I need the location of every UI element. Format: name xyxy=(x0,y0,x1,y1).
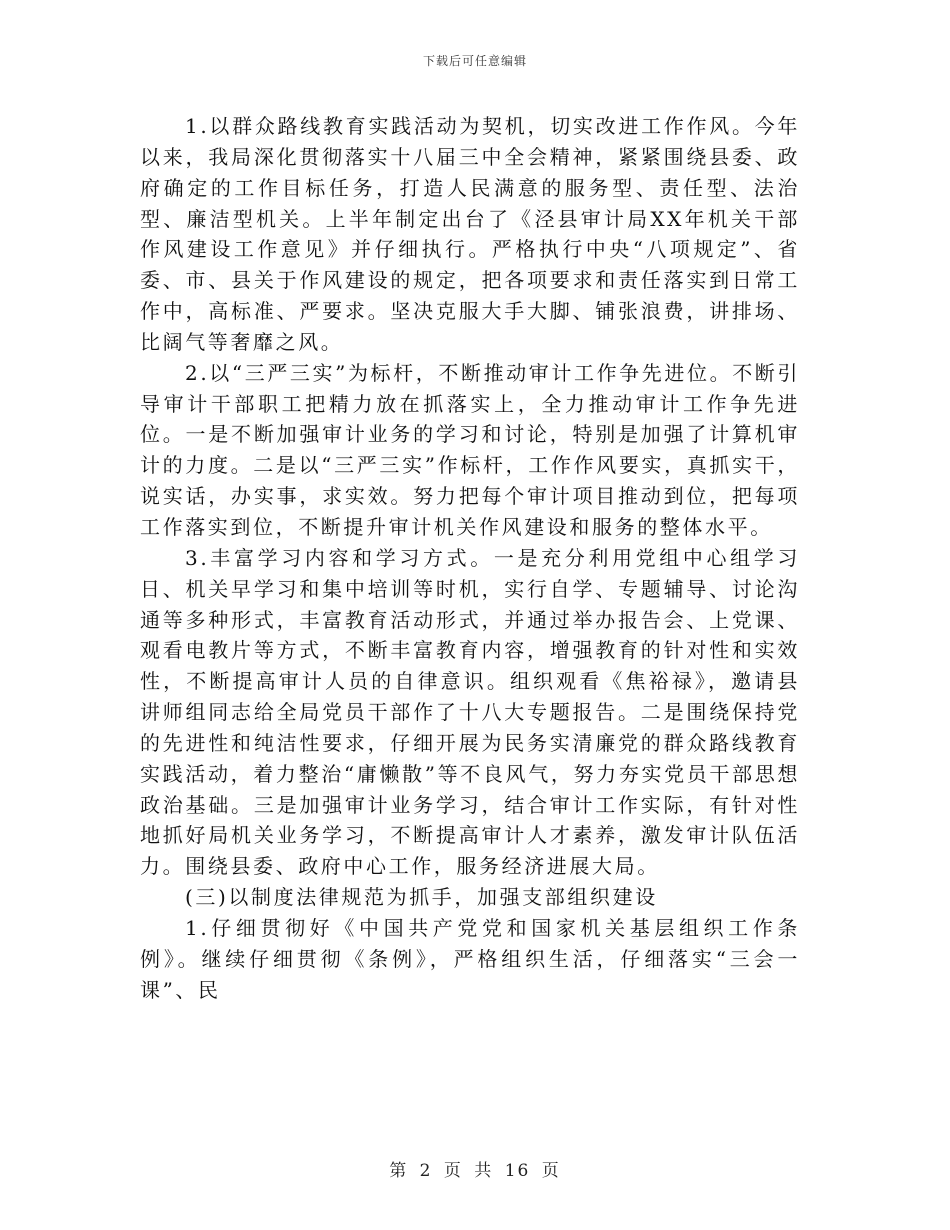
document-body xyxy=(140,111,800,1005)
paragraph-study-methods: 3.丰富学习内容和学习方式。一是充分利用党组中心组学习日、机关早学习和集中培训等时机，实行自学、专题辅导、讨论沟通等多种形式，丰富教育活动形式，并通过举办报告会、上党课、观看电教片等方式，不断丰富教育内容，增强教育的针对性和实效性，不断提高审计人员的自律意识。组织观看《焦裕禄》，邀请县讲师组同志给全局党员干部作了十八大专题报告。二是围绕保持党的先进性和纯洁性要求，仔细开展为民务实清廉党的群众路线教育实践活动，着力整治“庸懒散”等不良风气，努力夯实党员干部思想政治基础。三是加强审计业务学习，结合审计工作实际，有针对性地抓好局机关业务学习，不断提高审计人才素养，激发审计队伍活力。围绕县委、政府中心工作，服务经济进展大局。 xyxy=(140,545,800,879)
paragraph-three-strict: 2.以“三严三实”为标杆，不断推动审计工作争先进位。不断引导审计干部职工把精力放在抓落实上，全力推动审计工作争先进位。一是不断加强审计业务的学习和讨论，特别是加强了计算机审计的力度。二是以“三严三实”作标杆，工作作风要实，真抓实干，说实话，办实事，求实效。努力把每个审计项目推动到位，把每项工作落实到位，不断提升审计机关作风建设和服务的整体水平。 xyxy=(140,360,800,539)
page-footer: 第 2 页 共 16 页 xyxy=(389,1161,561,1181)
page-header: 下载后可任意编辑 xyxy=(422,54,527,68)
paragraph-regulations: 1.仔细贯彻好《中国共产党党和国家机关基层组织工作条例》。继续仔细贯彻《条例》，严格组织生活，仔细落实“三会一课”、民 xyxy=(140,915,800,1002)
paragraph-work-style: 1.以群众路线教育实践活动为契机，切实改进工作作风。今年以来，我局深化贯彻落实十八届三中全会精神，紧紧围绕县委、政府确定的工作目标任务，打造人民满意的服务型、责任型、法治型、廉洁型机关。上半年制定出台了《泾县审计局XX年机关干部作风建设工作意见》并仔细执行。严格执行中央“八项规定”、省委、市、县关于作风建设的规定，把各项要求和责任落实到日常工作中，高标准、严要求。坚决克服大手大脚、铺张浪费，讲排场、比阔气等奢靡之风。 xyxy=(140,114,800,354)
section-heading: (三)以制度法律规范为抓手，加强支部组织建设 xyxy=(185,885,658,910)
